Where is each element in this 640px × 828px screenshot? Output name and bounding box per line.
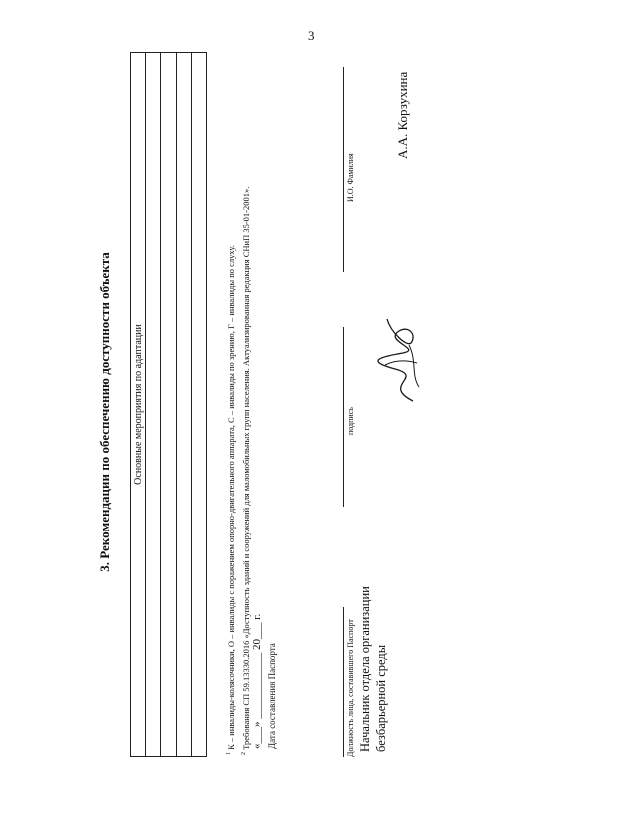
section-title: 3. Рекомендации по обеспечению доступности объекта	[97, 252, 112, 572]
name-line	[343, 67, 344, 272]
name-caption: И.О. Фамилия	[346, 153, 355, 202]
head-title: Начальник отдела организации безбарьерной среды	[358, 586, 388, 752]
recommendation-table	[130, 52, 207, 757]
position-line	[343, 607, 344, 757]
page-number: 3	[308, 28, 315, 43]
table-row	[191, 53, 206, 757]
table-header-row	[131, 53, 146, 757]
head-name: А.А. Корзухина	[395, 71, 410, 159]
footnote-1: $^1$ К – инвалиды-колясочники, О – инвалиды с поражением опорно-двигательного аппарата, С – инвалиды по зрению, Г – инвалиды по слуху.	[225, 245, 236, 755]
date-caption: Дата составления Паспорта	[267, 643, 277, 749]
table-row	[176, 53, 191, 757]
table-row	[146, 53, 161, 757]
signature-line	[343, 327, 344, 507]
table-header-cell: Основные мероприятия по адаптации	[131, 53, 146, 757]
signature-caption: подпись	[346, 407, 355, 435]
handwritten-signature	[373, 315, 429, 405]
rotated-document-body	[95, 67, 410, 757]
position-caption: Должность лица, составившего Паспорт	[346, 619, 355, 757]
date-line: «___» ____________ 20___ г.	[251, 613, 263, 749]
footnote-2: $^2$ Требования СП 59.13330.2016 «Доступность зданий и сооружений для маломобильных групп населения. Актуализированная редакция СНиП 35-01-2001».	[240, 186, 251, 755]
table-row	[161, 53, 176, 757]
footnotes	[223, 187, 253, 755]
